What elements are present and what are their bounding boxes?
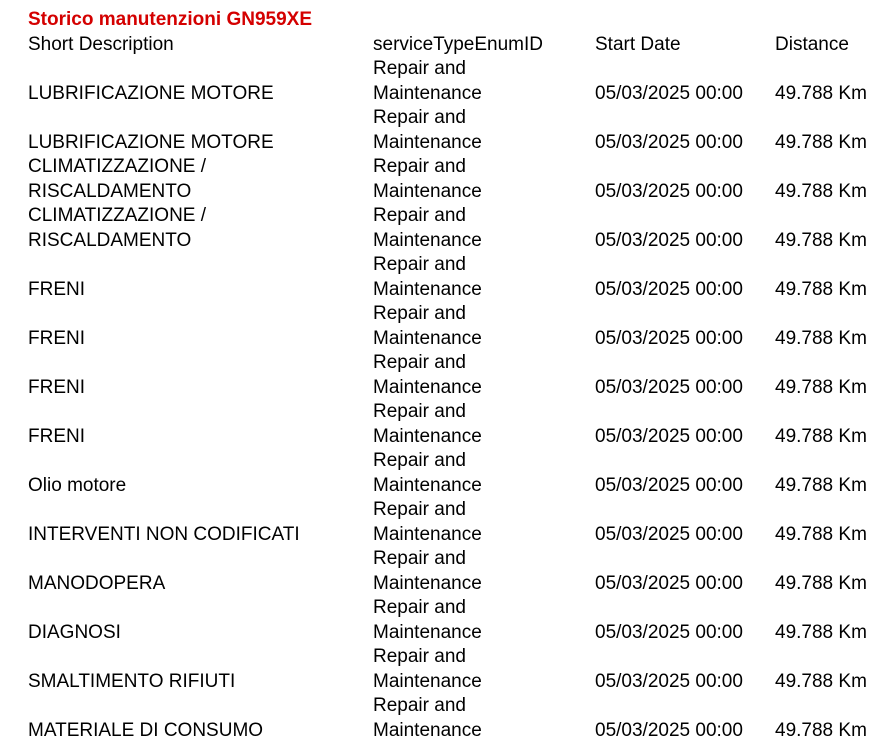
short-description-line2: FRENI (28, 376, 85, 398)
start-date: 05/03/2025 00:00 (595, 229, 743, 251)
distance: 49.788 Km (775, 376, 867, 398)
service-type-line2: Maintenance (373, 425, 482, 447)
service-type-line1: Repair and (373, 646, 466, 667)
table-row (0, 204, 890, 253)
distance: 49.788 Km (775, 229, 867, 251)
table-row (0, 155, 890, 204)
distance: 49.788 Km (775, 180, 867, 202)
table-row (0, 694, 890, 743)
start-date: 05/03/2025 00:00 (595, 82, 743, 104)
service-type-line2: Maintenance (373, 131, 482, 153)
table-row (0, 302, 890, 351)
start-date: 05/03/2025 00:00 (595, 474, 743, 496)
service-type-line2: Maintenance (373, 180, 482, 202)
distance: 49.788 Km (775, 572, 867, 594)
table-row (0, 449, 890, 498)
short-description-line2: LUBRIFICAZIONE MOTORE (28, 131, 274, 153)
table-row (0, 596, 890, 645)
short-description-line2: FRENI (28, 327, 85, 349)
service-type-line1: Repair and (373, 597, 466, 618)
distance: 49.788 Km (775, 670, 867, 692)
distance: 49.788 Km (775, 523, 867, 545)
column-header-service-type: serviceTypeEnumID (373, 34, 544, 55)
column-header-short-description: Short Description (28, 34, 174, 55)
table-row (0, 351, 890, 400)
short-description-line2: RISCALDAMENTO (28, 180, 192, 202)
page-title: Storico manutenzioni GN959XE (28, 9, 312, 30)
short-description-line2: LUBRIFICAZIONE MOTORE (28, 82, 274, 104)
start-date: 05/03/2025 00:00 (595, 131, 743, 153)
start-date: 05/03/2025 00:00 (595, 327, 743, 349)
service-type-line1: Repair and (373, 58, 466, 79)
distance: 49.788 Km (775, 719, 867, 741)
distance: 49.788 Km (775, 131, 867, 153)
short-description-line2: MANODOPERA (28, 572, 166, 594)
service-type-line1: Repair and (373, 450, 466, 471)
distance: 49.788 Km (775, 425, 867, 447)
short-description-line2: MATERIALE DI CONSUMO (28, 719, 264, 741)
short-description-line1: CLIMATIZZAZIONE / (28, 205, 207, 226)
start-date: 05/03/2025 00:00 (595, 719, 743, 741)
service-type-line2: Maintenance (373, 278, 482, 300)
service-type-line2: Maintenance (373, 327, 482, 349)
service-type-line2: Maintenance (373, 719, 482, 741)
service-type-line1: Repair and (373, 352, 466, 373)
service-type-line2: Maintenance (373, 82, 482, 104)
table-row (0, 400, 890, 449)
table-row (0, 253, 890, 302)
table-header (0, 33, 890, 57)
service-type-line2: Maintenance (373, 572, 482, 594)
service-type-line2: Maintenance (373, 376, 482, 398)
short-description-line2: Olio motore (28, 474, 127, 496)
start-date: 05/03/2025 00:00 (595, 425, 743, 447)
short-description-line2: FRENI (28, 278, 85, 300)
service-type-line1: Repair and (373, 205, 466, 226)
service-type-line1: Repair and (373, 254, 466, 275)
start-date: 05/03/2025 00:00 (595, 278, 743, 300)
service-type-line1: Repair and (373, 695, 466, 716)
start-date: 05/03/2025 00:00 (595, 572, 743, 594)
column-header-start-date: Start Date (595, 34, 681, 55)
short-description-line2: INTERVENTI NON CODIFICATI (28, 523, 300, 545)
start-date: 05/03/2025 00:00 (595, 670, 743, 692)
service-type-line2: Maintenance (373, 229, 482, 251)
start-date: 05/03/2025 00:00 (595, 523, 743, 545)
short-description-line1: CLIMATIZZAZIONE / (28, 156, 207, 177)
start-date: 05/03/2025 00:00 (595, 180, 743, 202)
start-date: 05/03/2025 00:00 (595, 621, 743, 643)
short-description-line2: DIAGNOSI (28, 621, 121, 643)
distance: 49.788 Km (775, 474, 867, 496)
table-row (0, 498, 890, 547)
table-row (0, 57, 890, 106)
service-type-line1: Repair and (373, 156, 466, 177)
distance: 49.788 Km (775, 278, 867, 300)
column-header-distance: Distance (775, 34, 849, 55)
table-row (0, 645, 890, 694)
service-type-line2: Maintenance (373, 670, 482, 692)
distance: 49.788 Km (775, 621, 867, 643)
service-type-line1: Repair and (373, 303, 466, 324)
service-type-line1: Repair and (373, 107, 466, 128)
service-type-line1: Repair and (373, 499, 466, 520)
short-description-line2: RISCALDAMENTO (28, 229, 192, 251)
service-type-line2: Maintenance (373, 621, 482, 643)
short-description-line2: FRENI (28, 425, 85, 447)
service-type-line1: Repair and (373, 401, 466, 422)
distance: 49.788 Km (775, 82, 867, 104)
service-type-line1: Repair and (373, 548, 466, 569)
table-row (0, 547, 890, 596)
service-type-line2: Maintenance (373, 523, 482, 545)
table-row (0, 106, 890, 155)
service-type-line2: Maintenance (373, 474, 482, 496)
short-description-line2: SMALTIMENTO RIFIUTI (28, 670, 236, 692)
distance: 49.788 Km (775, 327, 867, 349)
start-date: 05/03/2025 00:00 (595, 376, 743, 398)
